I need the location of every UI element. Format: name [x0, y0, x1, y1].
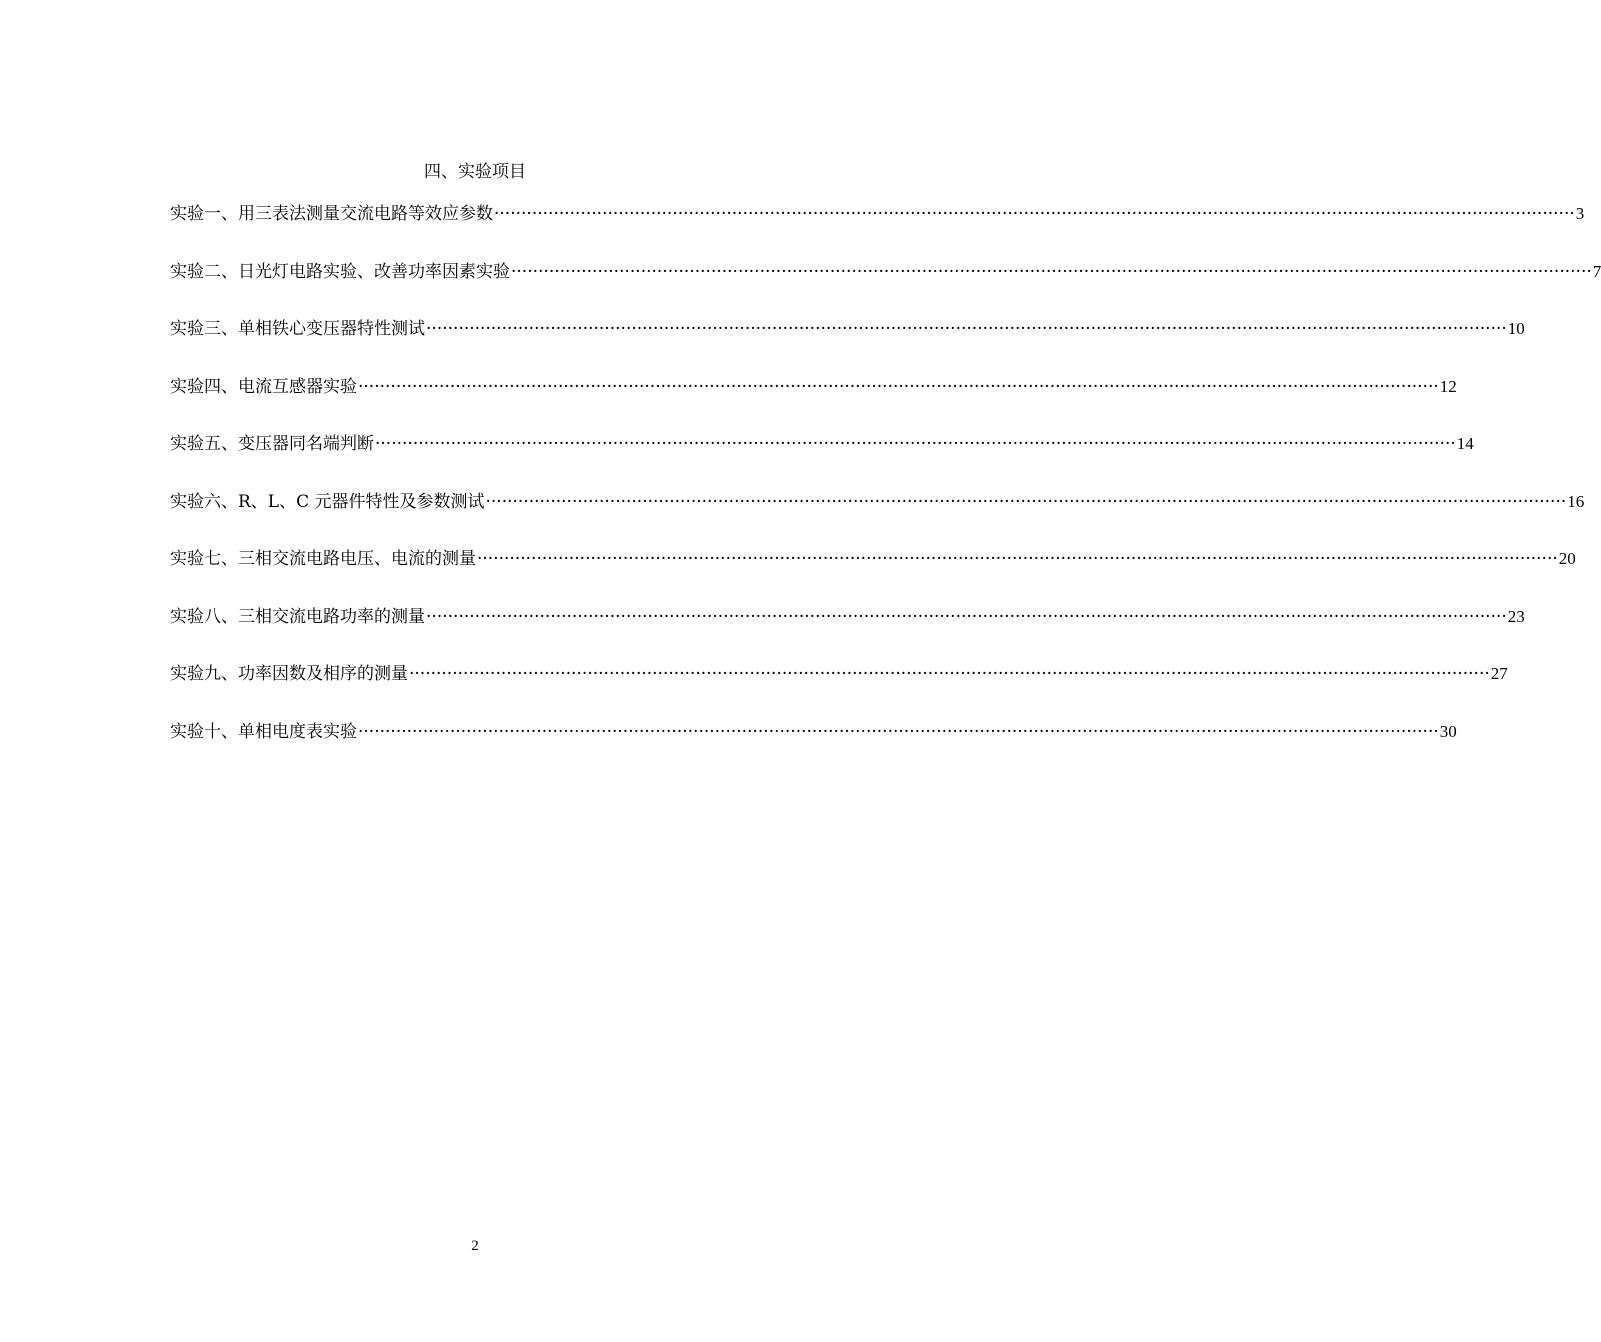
toc-leader-dots: ········································································································································································································: [375, 434, 1456, 454]
toc-entry-label: 实验七、三相交流电路电压、电流的测量: [170, 549, 476, 569]
toc-leader-dots: ········································································································································································································: [494, 204, 1575, 224]
toc-entry-6[interactable]: [170, 490, 1585, 548]
table-of-contents: [170, 202, 1601, 777]
toc-leader-dots: ········································································································································································································: [409, 664, 1490, 684]
toc-entry-label: 实验二、日光灯电路实验、改善功率因素实验: [170, 261, 510, 282]
toc-entry-4[interactable]: [170, 375, 1457, 433]
toc-entry-label: 实验五、变压器同名端判断: [170, 434, 374, 454]
toc-leader-dots: ········································································································································································································: [358, 721, 1439, 742]
toc-entry-page: 7: [1592, 261, 1601, 281]
toc-leader-dots: ········································································································································································································: [511, 261, 1592, 282]
toc-entry-page: 16: [1567, 491, 1585, 511]
toc-entry-2[interactable]: [170, 260, 1601, 318]
toc-entry-page: 30: [1439, 721, 1457, 741]
toc-entry-9[interactable]: [170, 662, 1508, 720]
toc-entry-label: 实验六、R、L、C 元器件特性及参数测试: [170, 491, 485, 512]
toc-entry-7[interactable]: [170, 547, 1576, 605]
toc-entry-1[interactable]: [170, 202, 1585, 260]
toc-entry-label: 实验十、单相电度表实验: [170, 721, 357, 742]
toc-entry-page: 27: [1490, 664, 1508, 683]
toc-entry-5[interactable]: [170, 432, 1474, 490]
page-number: 2: [471, 1238, 479, 1254]
toc-entry-page: 23: [1507, 606, 1525, 626]
toc-leader-dots: ········································································································································································································: [358, 376, 1439, 397]
toc-entry-label: 实验三、单相铁心变压器特性测试: [170, 319, 425, 339]
toc-entry-label: 实验一、用三表法测量交流电路等效应参数: [170, 204, 493, 224]
toc-entry-page: 14: [1456, 434, 1474, 453]
toc-entry-10[interactable]: [170, 720, 1457, 778]
toc-leader-dots: ········································································································································································································: [485, 491, 1567, 512]
toc-entry-page: 12: [1439, 376, 1457, 396]
toc-entry-page: 3: [1575, 204, 1585, 223]
toc-entry-page: 10: [1507, 319, 1525, 338]
toc-entry-8[interactable]: [170, 605, 1525, 663]
toc-entry-3[interactable]: [170, 317, 1525, 375]
toc-entry-label: 实验八、三相交流电路功率的测量: [170, 606, 425, 627]
toc-leader-dots: ········································································································································································································: [477, 549, 1558, 569]
page-title: 四、实验项目: [424, 162, 526, 182]
toc-leader-dots: ········································································································································································································: [426, 606, 1507, 627]
toc-entry-page: 20: [1558, 549, 1576, 568]
toc-entry-label: 实验九、功率因数及相序的测量: [170, 664, 408, 684]
toc-leader-dots: ········································································································································································································: [426, 319, 1507, 339]
toc-entry-label: 实验四、电流互感器实验: [170, 376, 357, 397]
